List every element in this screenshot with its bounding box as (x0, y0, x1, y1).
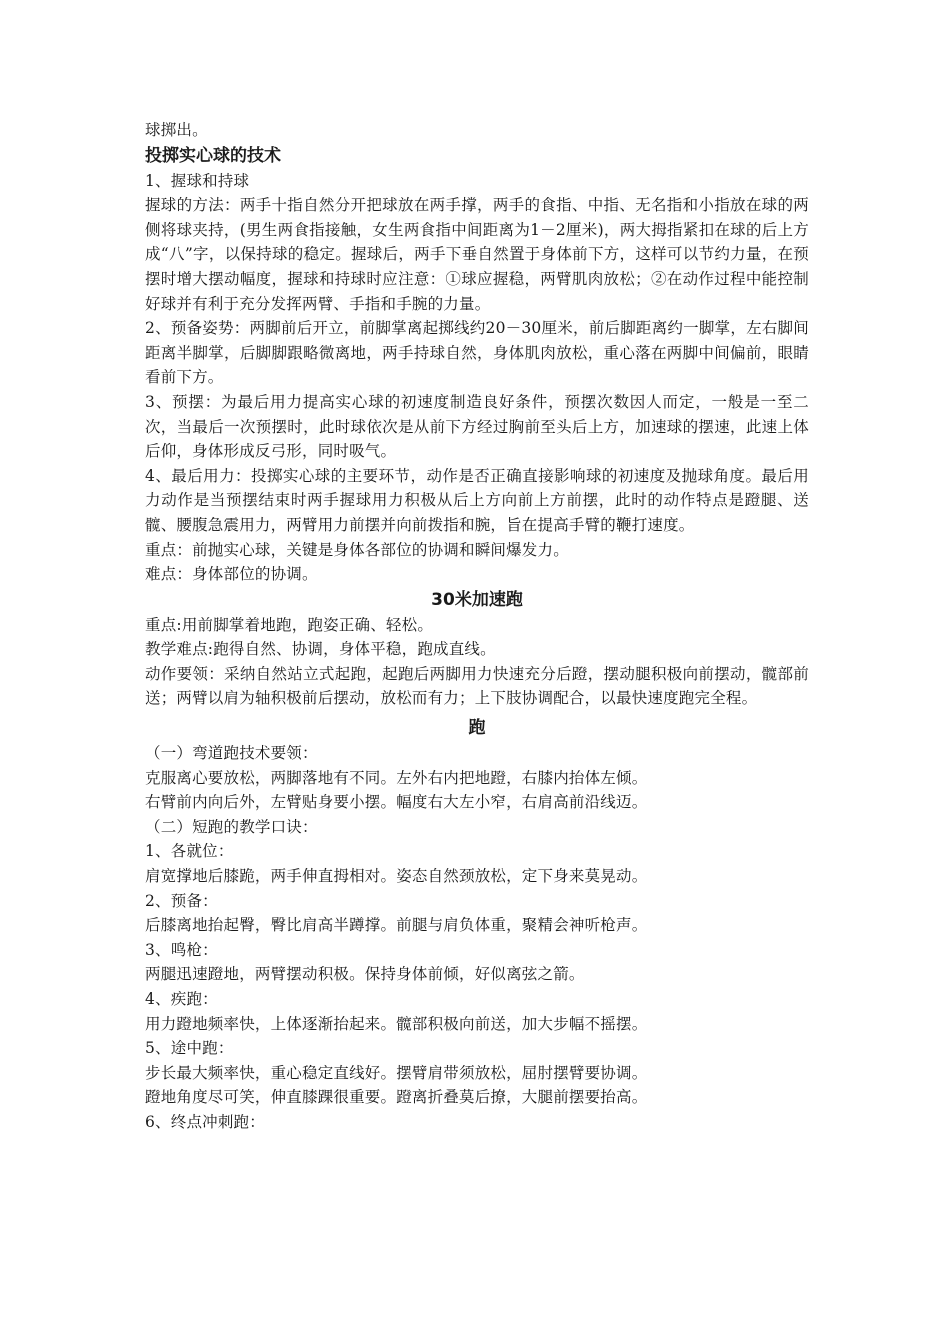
sprint30-difficulty: 教学难点:跑得自然、协调，身体平稳，跑成直线。 (145, 640, 496, 659)
sprint-step-3-text: 两腿迅速蹬地，两臂摆动积极。保持身体前倾，好似离弦之箭。 (145, 965, 585, 984)
sprint-step-2-heading: 2、预备： (145, 891, 218, 910)
intro-line: 球掷出。 (145, 121, 208, 139)
shot-key-point: 重点：前抛实心球，关键是身体各部位的协调和瞬间爆发力。 (145, 540, 569, 559)
sprint-step-4-heading: 4、疾跑： (145, 990, 218, 1008)
sprint-step-1-heading: 1、各就位： (145, 842, 234, 861)
shot-put-title: 投掷实心球的技术 (145, 145, 281, 166)
shot-preswing-paragraph: 3、预摆：为最后用力提高实心球的初速度制造良好条件，预摆次数因人而定，一般是一至二次，当最后一次预摆时，此时球依次是从前下方经过胸前至头后上方，加速球的摆速，此速上体后仰，身体形成反弓形，同时吸气。 (145, 392, 809, 461)
sprint-step-4-text: 用力蹬地频率快，上体逐渐抬起来。髋部积极向前送，加大步幅不摇摆。 (145, 1014, 648, 1033)
sprint-rhyme-heading: （二）短跑的教学口诀： (145, 817, 318, 836)
shot-step-1-heading: 1、握球和持球 (145, 171, 250, 190)
sprint-step-1-text: 肩宽撑地后膝跪，两手伸直拇相对。姿态自然颈放松，定下身来莫晃动。 (145, 867, 648, 886)
sprint30-essentials: 动作要领：采纳自然站立式起跑，起跑后两脚用力快速充分后蹬，摆动腿积极向前摆动，髋部前送；两臂以肩为轴积极前后摆动，放松而有力；上下肢协调配合，以最快速度跑完全程。 (145, 664, 809, 708)
shot-difficulty: 难点：身体部位的协调。 (145, 565, 318, 584)
curve-run-heading: （一）弯道跑技术要领： (145, 744, 318, 763)
sprint-step-2-text: 后膝离地抬起臀，臀比肩高半蹲撑。前腿与肩负体重，聚精会神听枪声。 (145, 916, 648, 935)
sprint30-key-point: 重点:用前脚掌着地跑，跑姿正确、轻松。 (145, 615, 434, 634)
curve-run-line-1: 克服离心要放松，两脚落地有不同。左外右内把地蹬，右膝内抬体左倾。 (145, 768, 648, 787)
run-title: 跑 (468, 718, 486, 739)
sprint30-title: 30米加速跑 (431, 589, 523, 610)
sprint-step-6-heading: 6、终点冲刺跑： (145, 1112, 265, 1131)
shot-final-force-paragraph: 4、最后用力：投掷实心球的主要环节，动作是否正确直接影响球的初速度及抛球角度。最后用力动作是当预摆结束时两手握球用力积极从后上方向前上方前摆，此时的动作特点是蹬腿、送髋、腰腹急震用力，两臂用力前摆并向前拨指和腕，旨在提高手臂的鞭打速度。 (145, 466, 809, 534)
curve-run-line-2: 右臂前内向后外，左臂贴身要小摆。幅度右大左小窄，右肩高前沿线迈。 (145, 793, 648, 812)
shot-ready-paragraph: 2、预备姿势：两脚前后开立，前脚掌离起掷线约20－30厘米，前后脚距离约一脚掌，左右脚间距离半脚掌，后脚脚跟略微离地，两手持球自然，身体肌肉放松，重心落在两脚中间偏前，眼睛看前下方。 (145, 319, 809, 387)
sprint-step-5-heading: 5、途中跑： (145, 1039, 234, 1058)
shot-grip-paragraph: 握球的方法：两手十指自然分开把球放在两手撑，两手的食指、中指、无名指和小指放在球的两侧将球夹持，(男生两食指接触，女生两食指中间距离为1－2厘米)，两大拇指紧扣在球的后上方成“八”字，以保持球的稳定。握球后，两手下垂自然置于身体前下方，这样可以节约力量，在预摆时增大摆动幅度，握球和持球时应注意：①球应握稳，两臂肌肉放松；②在动作过程中能控制好球并有利于充分发挥两臂、手指和手腕的力量。 (145, 196, 809, 313)
sprint-step-5-text-2: 蹬地角度尽可笑，伸直膝踝很重要。蹬离折叠莫后撩，大腿前摆要抬高。 (145, 1088, 648, 1107)
document-page (145, 118, 809, 1135)
sprint-step-3-heading: 3、鸣枪： (145, 940, 218, 959)
sprint-step-5-text-1: 步长最大频率快，重心稳定直线好。摆臂肩带须放松，屈肘摆臂要协调。 (145, 1063, 648, 1082)
